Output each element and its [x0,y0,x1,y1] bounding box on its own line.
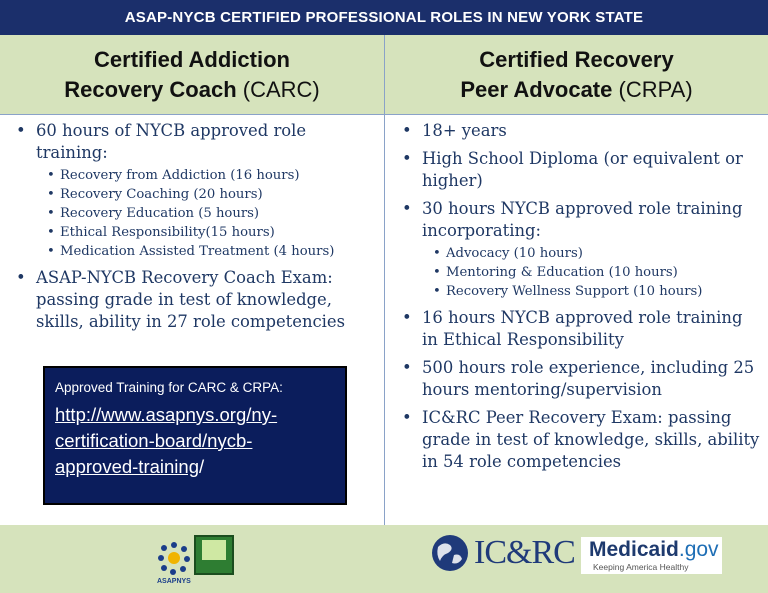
asap-logo-icon [157,541,191,585]
crpa-item [400,357,760,401]
crpa-requirements [400,120,760,479]
nycb-logo [194,535,234,575]
training-link-line2[interactable]: certification-board/nycb- [55,430,253,451]
medicaid-gov-text: .gov [678,538,719,561]
training-link-line1[interactable]: http://www.asapnys.org/ny- [55,404,278,425]
crpa-item-text: 18+ years [422,121,507,140]
carc-item [14,120,374,261]
page-banner: ASAP-NYCB CERTIFIED PROFESSIONAL ROLES IN NEW YORK STATE [0,0,768,35]
approved-training-box [43,366,347,505]
training-link-slash: / [198,456,205,477]
carc-header [0,35,384,114]
carc-header-title: Recovery Coach [64,76,237,102]
crpa-item-text: High School Diploma (or equivalent or higher) [422,149,743,190]
carc-header-line1: Certified Addiction [94,46,290,72]
carc-subitem: • Recovery Coaching (20 hours) [46,185,374,204]
carc-requirements [14,120,374,339]
crpa-item [400,407,760,473]
medicaid-logo-text: Medicaid [589,538,679,561]
crpa-header [385,35,768,114]
crpa-header-line1: Certified Recovery [479,46,674,72]
medicaid-tagline: Keeping America Healthy [593,562,689,572]
carc-abbr: (CARC) [242,76,320,102]
asap-logo-text: ASAPNYS [157,578,191,585]
icrc-logo [430,533,575,573]
crpa-abbr: (CRPA) [618,76,693,102]
crpa-item [400,120,760,142]
training-link-line3[interactable]: approved-training [55,456,199,477]
carc-subitem: • Recovery Education (5 hours) [46,204,374,223]
icrc-logo-text: IC&RC [474,534,575,571]
carc-item-text: ASAP-NYCB Recovery Coach Exam: passing grade in test of knowledge, skills, ability in 27 role competencies [36,268,346,331]
crpa-item [400,307,760,351]
crpa-subitem: • Mentoring & Education (10 hours) [432,263,760,282]
carc-subitem: • Medication Assisted Treatment (4 hours) [46,242,374,261]
crpa-item [400,148,760,192]
carc-subitem: • Ethical Responsibility(15 hours) [46,223,374,242]
crpa-header-title: Peer Advocate [460,76,613,102]
crpa-subitem: • Recovery Wellness Support (10 hours) [432,282,760,301]
crpa-item-text: 30 hours NYCB approved role training incorporating: [422,199,743,240]
crpa-subitem: • Advocacy (10 hours) [432,244,760,263]
medicaid-logo [581,537,722,574]
crpa-item-text: 500 hours role experience, including 25 hours mentoring/supervision [422,358,755,399]
carc-subitem: • Recovery from Addiction (16 hours) [46,166,374,185]
approved-training-label: Approved Training for CARC & CRPA: [55,380,283,395]
asap-logo-group [157,535,234,585]
nycb-map-icon [202,540,226,560]
column-divider [384,35,385,593]
crpa-item-text: IC&RC Peer Recovery Exam: passing grade in test of knowledge, skills, ability in 54 role competencies [422,408,760,471]
carc-item-text: 60 hours of NYCB approved role training: [36,121,307,162]
crpa-item [400,198,760,301]
crpa-item-text: 16 hours NYCB approved role training in Ethical Responsibility [422,308,743,349]
carc-item [14,267,374,333]
globe-icon [430,533,470,573]
